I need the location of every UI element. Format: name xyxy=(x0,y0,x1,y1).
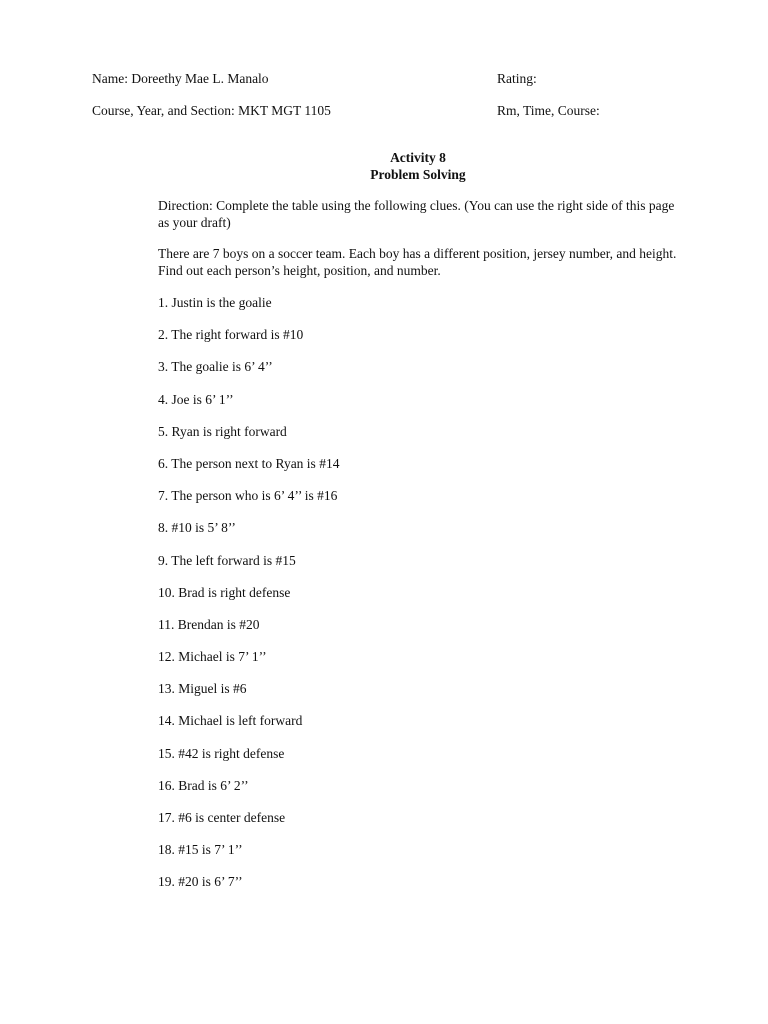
clue-item: 4. Joe is 6’ 1’’ xyxy=(158,391,234,407)
clue-item: 18. #15 is 7’ 1’’ xyxy=(158,842,243,858)
clue-item: 3. The goalie is 6’ 4’’ xyxy=(158,359,273,375)
clue-item: 19. #20 is 6’ 7’’ xyxy=(158,874,243,890)
clue-item: 15. #42 is right defense xyxy=(158,745,285,761)
clue-item: 17. #6 is center defense xyxy=(158,810,286,825)
activity-number: Activity 8 xyxy=(390,150,446,165)
rating-label: Rating: xyxy=(497,71,537,86)
clue-item: 5. Ryan is right forward xyxy=(158,423,287,439)
clue-item: 14. Michael is left forward xyxy=(158,713,303,729)
header-row-name xyxy=(92,71,692,91)
clue-item: 11. Brendan is #20 xyxy=(158,616,260,632)
clue-item: 1. Justin is the goalie xyxy=(158,295,272,310)
direction-text: Direction: Complete the table using the following clues. (You can use the right side of this page as your draft) xyxy=(158,198,675,230)
course-year-section: Course, Year, and Section: MKT MGT 1105 xyxy=(92,103,331,118)
clue-item: 12. Michael is 7’ 1’’ xyxy=(158,649,267,665)
clue-item: 6. The person next to Ryan is #14 xyxy=(158,455,340,471)
clue-item: 10. Brad is right defense xyxy=(158,584,291,600)
clue-item: 8. #10 is 5’ 8’’ xyxy=(158,520,236,536)
clue-item: 13. Miguel is #6 xyxy=(158,681,247,697)
room-time-course-label: Rm, Time, Course: xyxy=(497,103,600,118)
activity-title: Problem Solving xyxy=(370,167,466,182)
clue-item: 16. Brad is 6’ 2’’ xyxy=(158,777,249,793)
intro-text: There are 7 boys on a soccer team. Each boy has a different position, jersey number, and height. Find out each person’s height, position, and number. xyxy=(158,246,677,278)
clue-item: 9. The left forward is #15 xyxy=(158,552,296,568)
clue-item: 7. The person who is 6’ 4’’ is #16 xyxy=(158,488,338,504)
clue-list xyxy=(158,294,339,906)
activity-title-block xyxy=(0,149,768,183)
header-row-course xyxy=(92,103,692,123)
student-name: Name: Doreethy Mae L. Manalo xyxy=(92,71,269,86)
clue-item: 2. The right forward is #10 xyxy=(158,327,304,343)
